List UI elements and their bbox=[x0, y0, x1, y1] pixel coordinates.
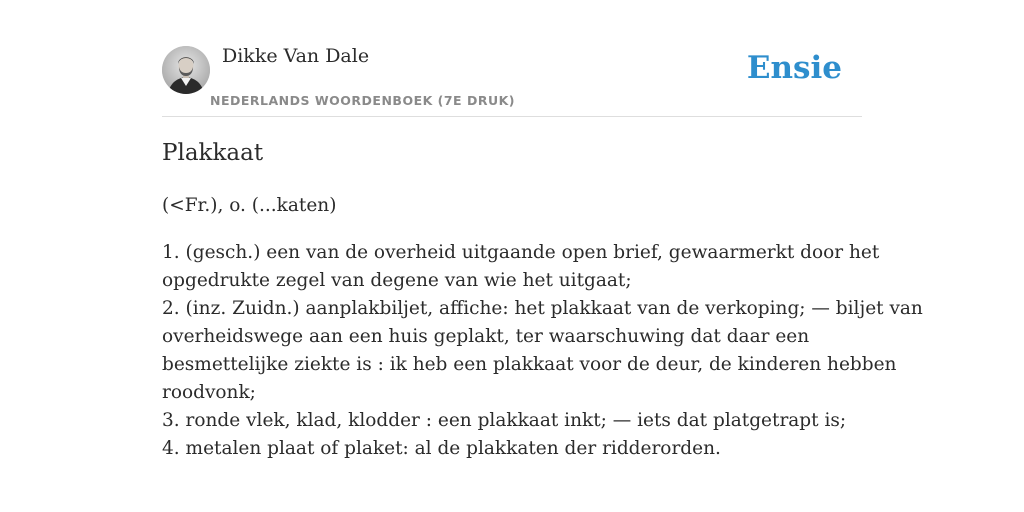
author-avatar[interactable] bbox=[162, 46, 210, 94]
entry-title: Plakkaat bbox=[162, 140, 264, 166]
definition-line: 4. metalen plaat of plaket: al de plakkaten der ridderorden. bbox=[162, 438, 721, 459]
definition-line: besmettelijke ziekte is : ik heb een plakkaat voor de deur, de kinderen hebben bbox=[162, 354, 897, 375]
definition-line: 1. (gesch.) een van de overheid uitgaande open brief, gewaarmerkt door het bbox=[162, 242, 880, 263]
definition-line: 3. ronde vlek, klad, klodder : een plakkaat inkt; — iets dat platgetrapt is; bbox=[162, 410, 847, 431]
brand-logo[interactable]: Ensie bbox=[746, 50, 842, 86]
entry-grammar: (<Fr.), o. (...katen) bbox=[162, 195, 337, 216]
definition-line: 2. (inz. Zuidn.) aanplakbiljet, affiche: het plakkaat van de verkoping; — biljet van bbox=[162, 298, 923, 319]
definition-line: roodvonk; bbox=[162, 382, 256, 403]
portrait-image bbox=[162, 46, 210, 94]
source-label[interactable]: NEDERLANDS WOORDENBOEK (7E DRUK) bbox=[210, 93, 515, 108]
entry-header bbox=[162, 44, 862, 117]
entry-definitions bbox=[162, 239, 923, 463]
author-name[interactable]: Dikke Van Dale bbox=[222, 45, 370, 67]
definition-line: opgedrukte zegel van degene van wie het uitgaat; bbox=[162, 270, 632, 291]
definition-line: overheidswege aan een huis geplakt, ter waarschuwing dat daar een bbox=[162, 326, 810, 347]
